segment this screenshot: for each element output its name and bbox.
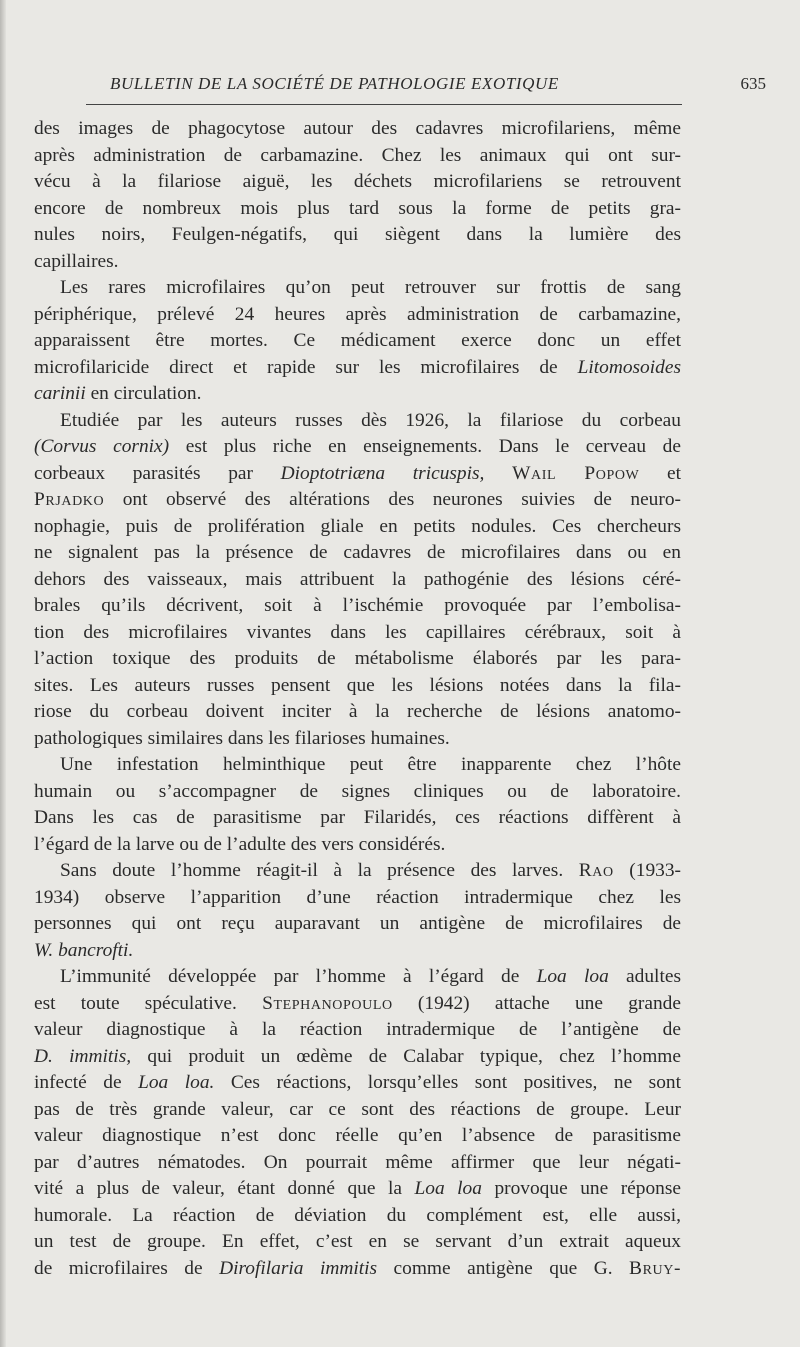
text-line — [34, 646, 681, 673]
text-run: en circulation. — [85, 383, 202, 404]
text-run: Dans les cas de parasitisme par Filaridés, ces réactions diffèrent à — [34, 807, 681, 828]
text-line — [34, 964, 681, 991]
text-line — [34, 832, 681, 859]
text-line — [34, 196, 681, 223]
text-line — [34, 1017, 681, 1044]
text-run: et — [639, 462, 681, 484]
text-run: tion des microfilaires vivantes dans les capillaires cérébraux, soit à — [34, 621, 681, 643]
text-line — [34, 673, 681, 700]
text-run: après administration de carbamazine. Chez les animaux qui ont sur- — [34, 144, 681, 166]
text-line — [34, 514, 681, 541]
text-run: valeur diagnostique à la réaction intradermique de l’antigène de — [34, 1019, 681, 1040]
text-run: comme antigène que G. — [377, 1257, 630, 1279]
text-line — [34, 779, 681, 806]
text-run: microfilaricide direct et rapide sur les microfilaires de — [34, 356, 578, 378]
text-line — [34, 752, 681, 779]
text-line — [34, 911, 681, 938]
text-run: Sans doute l’homme réagit-il à la présence des larves. — [60, 860, 579, 881]
text-line — [34, 567, 681, 594]
text-run: pathologiques similaires dans les filarioses humaines. — [34, 727, 450, 749]
text-line — [34, 593, 681, 620]
text-line — [34, 408, 681, 435]
text-run: Une infestation helminthique peut être inapparente chez l’hôte — [60, 754, 681, 775]
text-run: brales qu’ils décrivent, soit à l’ischémie provoquée par l’embolisa- — [34, 595, 681, 616]
text-run: dehors des vaisseaux, mais attribuent la pathogénie des lésions céré- — [34, 568, 681, 590]
text-run: périphérique, prélevé 24 heures après administration de carbamazine, — [34, 303, 681, 325]
italic-text: D. immitis, — [34, 1045, 132, 1067]
text-line — [34, 487, 681, 514]
text-run: provoque une réponse — [481, 1178, 681, 1199]
text-run: valeur diagnostique n’est donc réelle qu’en l’absence de parasitisme — [34, 1125, 681, 1146]
text-line — [34, 858, 681, 885]
header-rule — [86, 104, 682, 105]
italic-text: Dirofilaria immitis — [219, 1257, 378, 1279]
italic-text: carinii — [34, 383, 86, 404]
text-run: vité a plus de valeur, étant donné que la — [34, 1178, 415, 1199]
text-run: Ces réactions, lorsqu’elles sont positives, ne sont — [214, 1072, 682, 1093]
text-line — [34, 302, 681, 329]
text-run: humorale. La réaction de déviation du complément est, elle aussi, — [34, 1204, 681, 1226]
text-line — [34, 275, 681, 302]
text-run: ont observé des altérations des neurones suivies de neuro- — [104, 489, 681, 510]
text-run: par d’autres nématodes. On pourrait même affirmer que leur négati- — [34, 1151, 681, 1173]
text-line — [34, 116, 681, 143]
text-run — [484, 463, 512, 484]
author-name: Bruy- — [629, 1257, 681, 1279]
text-run: humain ou s’accompagner de signes cliniques ou de laboratoire. — [34, 780, 681, 802]
text-run: adultes — [608, 966, 681, 987]
article-body — [34, 116, 681, 1282]
text-line — [34, 222, 681, 249]
text-line — [34, 381, 681, 408]
text-run: est plus riche en enseignements. Dans le cerveau de — [169, 436, 681, 457]
text-run: corbeaux parasités par — [34, 462, 281, 484]
text-line — [34, 885, 681, 912]
text-run: personnes qui ont reçu auparavant un antigène de microfilaires de — [34, 913, 681, 934]
text-run: sites. Les auteurs russes pensent que les lésions notées dans la fila- — [34, 674, 681, 696]
text-run: vécu à la filariose aiguë, les déchets microfilariens se retrouvent — [34, 171, 681, 192]
text-line — [34, 1044, 681, 1071]
text-line — [34, 1097, 681, 1124]
text-run: (1942) attache une grande — [392, 992, 681, 1014]
text-line — [34, 328, 681, 355]
italic-text: (Corvus cornix) — [34, 436, 170, 457]
text-line — [34, 143, 681, 170]
running-header — [86, 72, 766, 102]
text-run: infecté de — [34, 1072, 139, 1093]
text-run: L’immunité développée par l’homme à l’égard de — [60, 966, 537, 987]
text-line — [34, 699, 681, 726]
text-run: qui produit un œdème de Calabar typique, chez l’homme — [131, 1045, 681, 1067]
text-line — [34, 461, 681, 488]
text-run: apparaissent être mortes. Ce médicament exerce donc un effet — [34, 330, 681, 351]
text-line — [34, 620, 681, 647]
text-run: l’égard de la larve ou de l’adulte des vers considérés. — [34, 833, 446, 855]
text-run: 1934) observe l’apparition d’une réaction intradermique chez les — [34, 886, 681, 908]
text-run: capillaires. — [34, 250, 119, 272]
text-line — [34, 355, 681, 382]
page-number: 635 — [740, 74, 766, 93]
page-binding-edge — [0, 0, 6, 1347]
text-run: pas de très grande valeur, car ce sont des réactions de groupe. Leur — [34, 1098, 681, 1120]
text-line — [34, 434, 681, 461]
text-line — [34, 805, 681, 832]
italic-text: Litomosoides — [577, 356, 681, 378]
text-run: nophagie, puis de prolifération gliale en petits nodules. Ces chercheurs — [34, 515, 681, 537]
text-run: (1933- — [613, 860, 681, 881]
running-title: BULLETIN DE LA SOCIÉTÉ DE PATHOLOGIE EXOTIQUE — [110, 74, 559, 93]
text-run: des images de phagocytose autour des cadavres microfilariens, même — [34, 118, 681, 139]
text-line — [34, 1150, 681, 1177]
text-run: est toute spéculative. — [34, 992, 263, 1014]
text-run: Etudiée par les auteurs russes dès 1926, la filariose du corbeau — [60, 409, 681, 431]
author-name: Rao — [578, 860, 614, 881]
text-run: l’action toxique des produits de métabolisme élaborés par les para- — [34, 648, 681, 669]
text-run: Les rares microfilaires qu’on peut retrouver sur frottis de sang — [60, 277, 681, 298]
text-line — [34, 540, 681, 567]
author-name: Wail Popow — [512, 462, 640, 484]
text-run: riose du corbeau doivent inciter à la recherche de lésions anatomo- — [34, 701, 681, 722]
text-line — [34, 1123, 681, 1150]
text-run: un test de groupe. En effet, c’est en se servant d’un extrait aqueux — [34, 1231, 681, 1252]
italic-text: Loa loa — [414, 1178, 482, 1199]
italic-text: W. bancrofti. — [34, 939, 134, 961]
author-name: Prjadko — [34, 489, 105, 510]
italic-text: Dioptotriæna tricuspis, — [280, 462, 485, 484]
text-run: nules noirs, Feulgen-négatifs, qui siègent dans la lumière des — [34, 224, 681, 245]
text-line — [34, 1176, 681, 1203]
text-run: encore de nombreux mois plus tard sous la forme de petits gra- — [34, 197, 681, 219]
text-run: de microfilaires de — [34, 1257, 220, 1279]
text-line — [34, 1256, 681, 1283]
author-name: Stephanopoulo — [262, 992, 393, 1014]
text-line — [34, 1229, 681, 1256]
text-line — [34, 1070, 681, 1097]
italic-text: Loa loa. — [138, 1072, 215, 1093]
text-line — [34, 1203, 681, 1230]
text-run: ne signalent pas la présence de cadavres de microfilaires dans ou en — [34, 542, 681, 563]
italic-text: Loa loa — [536, 966, 609, 987]
text-line — [34, 726, 681, 753]
text-line — [34, 169, 681, 196]
text-line — [34, 249, 681, 276]
text-line — [34, 991, 681, 1018]
text-line — [34, 938, 681, 965]
